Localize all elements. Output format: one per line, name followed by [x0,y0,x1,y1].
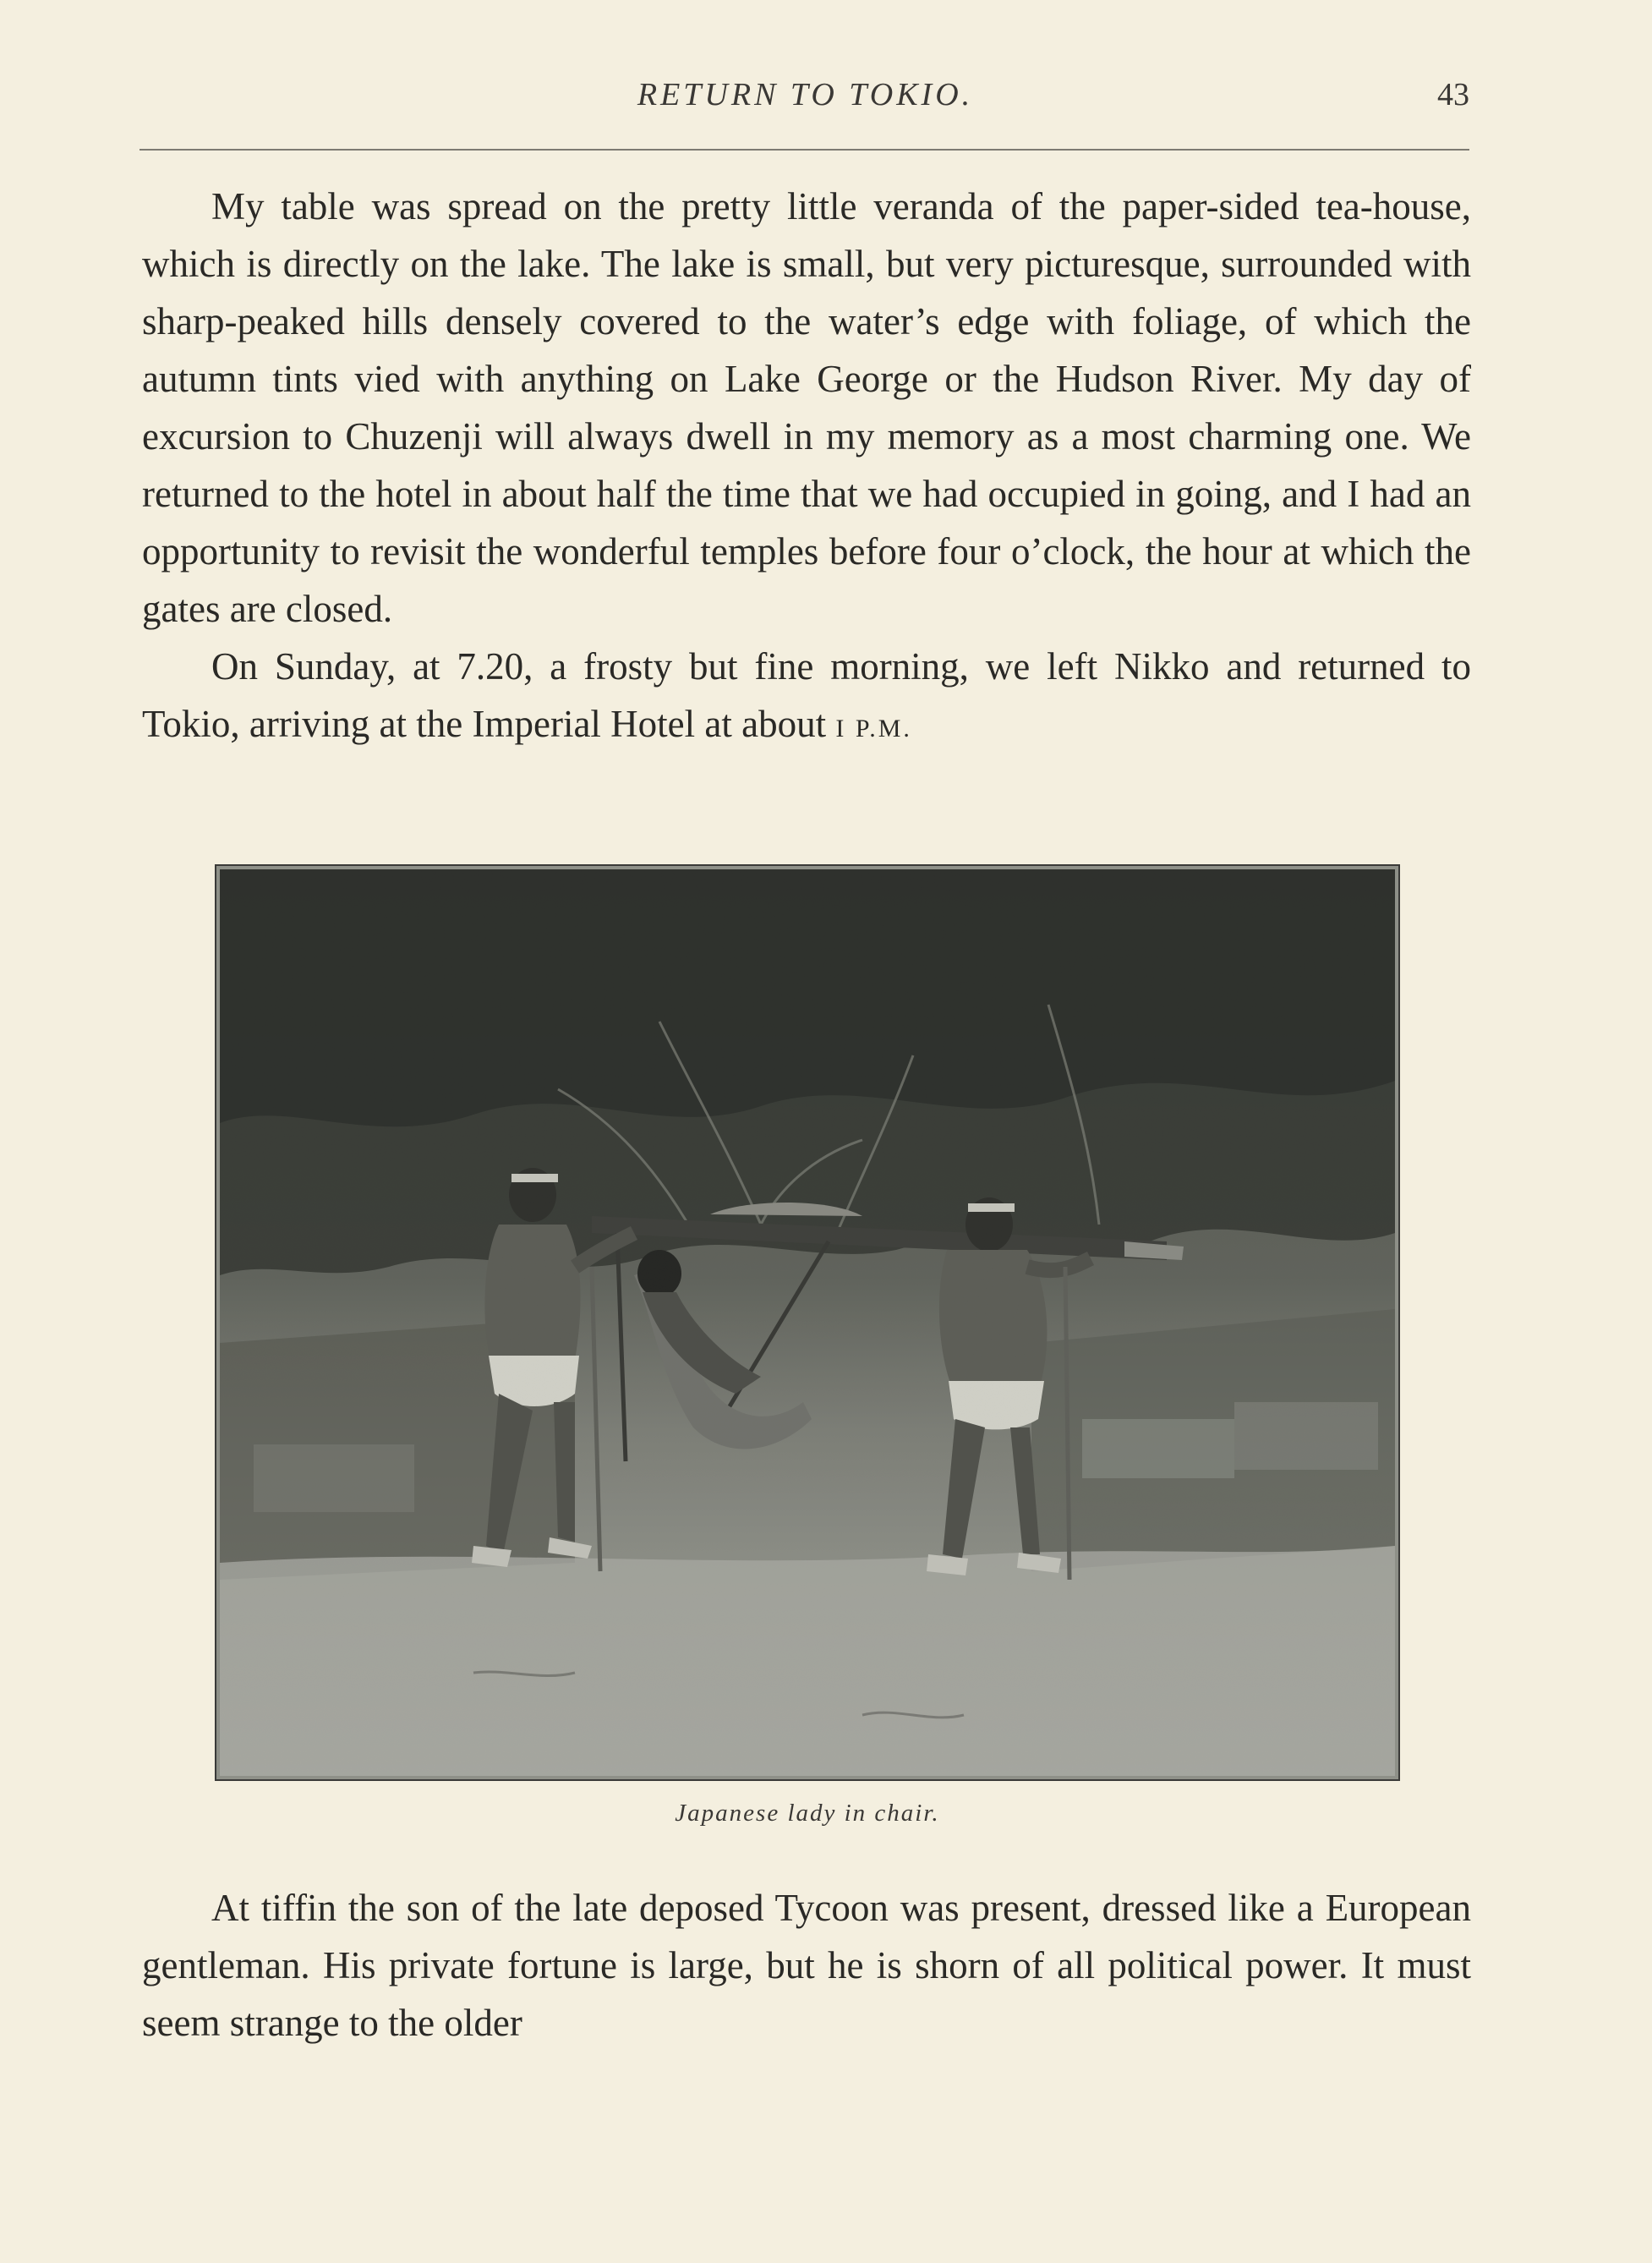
paragraph-3: At tiffin the son of the late deposed Tycoon was present, dressed like a European gentleman. His private fortune is large, but he is shorn of all political power. It must seem strange to the older [142,1887,1471,2044]
running-title: RETURN TO TOKIO. [637,77,974,112]
paragraph-1: My table was spread on the pretty little veranda of the paper-sided tea-house, which is directly on the lake. The lake is small, but very picturesque, surrounded with sharp-peaked hills densely covered to the water’s edge with foliage, of which the autumn tints vied with anything on Lake George or the Hudson River. My day of excursion to Chuzenji will always dwell in my memory as a most charming one. We returned to the hotel in about half the time that we had occupied in going, and I had an opportunity to revisit the wonderful temples before four o’clock, the hour at which the gates are closed. [142,185,1471,630]
paragraph-2 [142,638,1471,758]
text-block-bottom [142,1879,1471,2052]
header-rule [139,149,1469,151]
page-number: 43 [1437,77,1469,112]
figure-caption: Japanese lady in chair. [675,1800,940,1827]
running-head [139,69,1471,120]
photograph-plate [215,864,1400,1781]
photograph-japanese-lady-in-chair [220,869,1395,1776]
text-block-top [142,178,1471,758]
paragraph-2-time: I P.M. [835,715,912,742]
paragraph-2-text: On Sunday, at 7.20, a frosty but fine morning, we left Nikko and returned to Tokio, arriving at the Imperial Hotel at about [142,645,1471,745]
